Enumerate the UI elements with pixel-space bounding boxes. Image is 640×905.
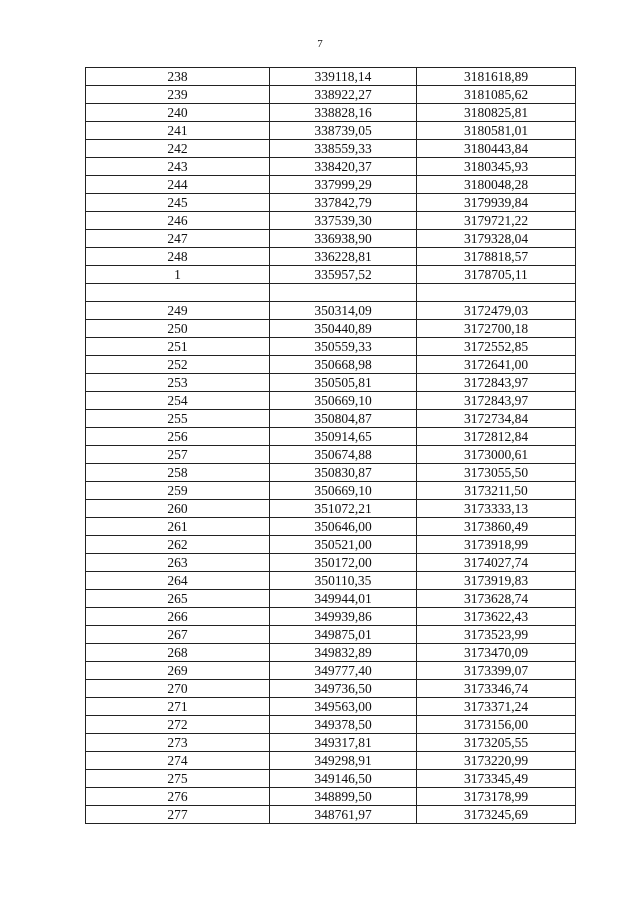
point-number-cell: 240 bbox=[86, 104, 270, 122]
y-coordinate-cell: 3173919,83 bbox=[417, 572, 576, 590]
y-coordinate-cell: 3173470,09 bbox=[417, 644, 576, 662]
y-coordinate-cell: 3172843,97 bbox=[417, 374, 576, 392]
x-coordinate-cell: 335957,52 bbox=[270, 266, 417, 284]
point-number-cell: 270 bbox=[86, 680, 270, 698]
x-coordinate-cell: 349298,91 bbox=[270, 752, 417, 770]
y-coordinate-cell: 3174027,74 bbox=[417, 554, 576, 572]
x-coordinate-cell: 337842,79 bbox=[270, 194, 417, 212]
point-number-cell: 239 bbox=[86, 86, 270, 104]
table-row bbox=[86, 428, 576, 446]
x-coordinate-cell: 349563,00 bbox=[270, 698, 417, 716]
table-row bbox=[86, 230, 576, 248]
table-row bbox=[86, 266, 576, 284]
point-number-cell: 265 bbox=[86, 590, 270, 608]
table-row bbox=[86, 410, 576, 428]
x-coordinate-cell: 349378,50 bbox=[270, 716, 417, 734]
point-number-cell: 242 bbox=[86, 140, 270, 158]
x-coordinate-cell: 338922,27 bbox=[270, 86, 417, 104]
point-number-cell: 251 bbox=[86, 338, 270, 356]
table-row bbox=[86, 590, 576, 608]
x-coordinate-cell: 349944,01 bbox=[270, 590, 417, 608]
point-number-cell: 1 bbox=[86, 266, 270, 284]
y-coordinate-cell: 3173860,49 bbox=[417, 518, 576, 536]
y-coordinate-cell: 3172641,00 bbox=[417, 356, 576, 374]
table-row bbox=[86, 626, 576, 644]
table-row bbox=[86, 716, 576, 734]
y-coordinate-cell: 3172479,03 bbox=[417, 302, 576, 320]
table-row bbox=[86, 284, 576, 302]
y-coordinate-cell: 3173523,99 bbox=[417, 626, 576, 644]
x-coordinate-cell: 350646,00 bbox=[270, 518, 417, 536]
x-coordinate-cell: 349875,01 bbox=[270, 626, 417, 644]
x-coordinate-cell: 338739,05 bbox=[270, 122, 417, 140]
x-coordinate-cell: 337539,30 bbox=[270, 212, 417, 230]
y-coordinate-cell: 3179328,04 bbox=[417, 230, 576, 248]
x-coordinate-cell: 349939,86 bbox=[270, 608, 417, 626]
point-number-cell: 249 bbox=[86, 302, 270, 320]
point-number-cell: 267 bbox=[86, 626, 270, 644]
x-coordinate-cell: 336938,90 bbox=[270, 230, 417, 248]
x-coordinate-cell: 350559,33 bbox=[270, 338, 417, 356]
y-coordinate-cell: 3173220,99 bbox=[417, 752, 576, 770]
table-row bbox=[86, 770, 576, 788]
point-number-cell: 273 bbox=[86, 734, 270, 752]
y-coordinate-cell: 3173628,74 bbox=[417, 590, 576, 608]
y-coordinate-cell: 3173371,24 bbox=[417, 698, 576, 716]
y-coordinate-cell: 3178818,57 bbox=[417, 248, 576, 266]
table-row bbox=[86, 680, 576, 698]
point-number-cell: 258 bbox=[86, 464, 270, 482]
y-coordinate-cell: 3173055,50 bbox=[417, 464, 576, 482]
y-coordinate-cell: 3181085,62 bbox=[417, 86, 576, 104]
point-number-cell: 238 bbox=[86, 68, 270, 86]
y-coordinate-cell: 3179939,84 bbox=[417, 194, 576, 212]
point-number-cell: 255 bbox=[86, 410, 270, 428]
table-row bbox=[86, 572, 576, 590]
y-coordinate-cell: 3173622,43 bbox=[417, 608, 576, 626]
y-coordinate-cell: 3173205,55 bbox=[417, 734, 576, 752]
table-row bbox=[86, 212, 576, 230]
y-coordinate-cell: 3179721,22 bbox=[417, 212, 576, 230]
point-number-cell: 254 bbox=[86, 392, 270, 410]
point-number-cell: 253 bbox=[86, 374, 270, 392]
table-row bbox=[86, 698, 576, 716]
coordinates-table-body bbox=[86, 68, 576, 824]
y-coordinate-cell: 3180048,28 bbox=[417, 176, 576, 194]
point-number-cell bbox=[86, 284, 270, 302]
point-number-cell: 271 bbox=[86, 698, 270, 716]
x-coordinate-cell: 350110,35 bbox=[270, 572, 417, 590]
x-coordinate-cell: 350674,88 bbox=[270, 446, 417, 464]
x-coordinate-cell: 336228,81 bbox=[270, 248, 417, 266]
point-number-cell: 259 bbox=[86, 482, 270, 500]
table-row bbox=[86, 158, 576, 176]
table-row bbox=[86, 356, 576, 374]
table-row bbox=[86, 446, 576, 464]
y-coordinate-cell: 3172843,97 bbox=[417, 392, 576, 410]
x-coordinate-cell: 350505,81 bbox=[270, 374, 417, 392]
x-coordinate-cell: 350830,87 bbox=[270, 464, 417, 482]
y-coordinate-cell: 3172734,84 bbox=[417, 410, 576, 428]
point-number-cell: 244 bbox=[86, 176, 270, 194]
y-coordinate-cell: 3172812,84 bbox=[417, 428, 576, 446]
y-coordinate-cell: 3178705,11 bbox=[417, 266, 576, 284]
table-row bbox=[86, 86, 576, 104]
point-number-cell: 262 bbox=[86, 536, 270, 554]
x-coordinate-cell: 350669,10 bbox=[270, 392, 417, 410]
table-row bbox=[86, 644, 576, 662]
point-number-cell: 261 bbox=[86, 518, 270, 536]
table-row bbox=[86, 374, 576, 392]
x-coordinate-cell: 351072,21 bbox=[270, 500, 417, 518]
x-coordinate-cell: 349736,50 bbox=[270, 680, 417, 698]
x-coordinate-cell bbox=[270, 284, 417, 302]
y-coordinate-cell: 3172552,85 bbox=[417, 338, 576, 356]
point-number-cell: 257 bbox=[86, 446, 270, 464]
y-coordinate-cell: 3180825,81 bbox=[417, 104, 576, 122]
y-coordinate-cell: 3173399,07 bbox=[417, 662, 576, 680]
point-number-cell: 252 bbox=[86, 356, 270, 374]
table-row bbox=[86, 320, 576, 338]
y-coordinate-cell: 3173245,69 bbox=[417, 806, 576, 824]
x-coordinate-cell: 350521,00 bbox=[270, 536, 417, 554]
point-number-cell: 256 bbox=[86, 428, 270, 446]
point-number-cell: 264 bbox=[86, 572, 270, 590]
x-coordinate-cell: 348761,97 bbox=[270, 806, 417, 824]
point-number-cell: 250 bbox=[86, 320, 270, 338]
table-row bbox=[86, 176, 576, 194]
x-coordinate-cell: 349777,40 bbox=[270, 662, 417, 680]
y-coordinate-cell: 3173345,49 bbox=[417, 770, 576, 788]
x-coordinate-cell: 349146,50 bbox=[270, 770, 417, 788]
y-coordinate-cell: 3173333,13 bbox=[417, 500, 576, 518]
x-coordinate-cell: 349832,89 bbox=[270, 644, 417, 662]
y-coordinate-cell: 3181618,89 bbox=[417, 68, 576, 86]
x-coordinate-cell: 350914,65 bbox=[270, 428, 417, 446]
point-number-cell: 266 bbox=[86, 608, 270, 626]
table-row bbox=[86, 806, 576, 824]
table-row bbox=[86, 302, 576, 320]
point-number-cell: 272 bbox=[86, 716, 270, 734]
y-coordinate-cell: 3173918,99 bbox=[417, 536, 576, 554]
table-row bbox=[86, 536, 576, 554]
y-coordinate-cell: 3173178,99 bbox=[417, 788, 576, 806]
y-coordinate-cell: 3172700,18 bbox=[417, 320, 576, 338]
point-number-cell: 276 bbox=[86, 788, 270, 806]
x-coordinate-cell: 350314,09 bbox=[270, 302, 417, 320]
x-coordinate-cell: 350669,10 bbox=[270, 482, 417, 500]
table-row bbox=[86, 662, 576, 680]
coordinates-table bbox=[85, 67, 576, 824]
table-row bbox=[86, 194, 576, 212]
x-coordinate-cell: 348899,50 bbox=[270, 788, 417, 806]
point-number-cell: 260 bbox=[86, 500, 270, 518]
y-coordinate-cell: 3173211,50 bbox=[417, 482, 576, 500]
point-number-cell: 247 bbox=[86, 230, 270, 248]
y-coordinate-cell bbox=[417, 284, 576, 302]
y-coordinate-cell: 3173156,00 bbox=[417, 716, 576, 734]
point-number-cell: 243 bbox=[86, 158, 270, 176]
table-row bbox=[86, 518, 576, 536]
table-row bbox=[86, 482, 576, 500]
table-row bbox=[86, 788, 576, 806]
x-coordinate-cell: 350804,87 bbox=[270, 410, 417, 428]
table-row bbox=[86, 68, 576, 86]
page-number: 7 bbox=[317, 38, 323, 50]
point-number-cell: 248 bbox=[86, 248, 270, 266]
table-row bbox=[86, 392, 576, 410]
table-row bbox=[86, 734, 576, 752]
x-coordinate-cell: 338420,37 bbox=[270, 158, 417, 176]
x-coordinate-cell: 339118,14 bbox=[270, 68, 417, 86]
y-coordinate-cell: 3173000,61 bbox=[417, 446, 576, 464]
point-number-cell: 246 bbox=[86, 212, 270, 230]
table-row bbox=[86, 752, 576, 770]
table-row bbox=[86, 500, 576, 518]
point-number-cell: 274 bbox=[86, 752, 270, 770]
y-coordinate-cell: 3180443,84 bbox=[417, 140, 576, 158]
x-coordinate-cell: 337999,29 bbox=[270, 176, 417, 194]
x-coordinate-cell: 349317,81 bbox=[270, 734, 417, 752]
table-row bbox=[86, 554, 576, 572]
y-coordinate-cell: 3180581,01 bbox=[417, 122, 576, 140]
table-row bbox=[86, 464, 576, 482]
table-row bbox=[86, 140, 576, 158]
x-coordinate-cell: 338828,16 bbox=[270, 104, 417, 122]
x-coordinate-cell: 350172,00 bbox=[270, 554, 417, 572]
point-number-cell: 263 bbox=[86, 554, 270, 572]
point-number-cell: 275 bbox=[86, 770, 270, 788]
table-row bbox=[86, 338, 576, 356]
point-number-cell: 241 bbox=[86, 122, 270, 140]
y-coordinate-cell: 3180345,93 bbox=[417, 158, 576, 176]
table-row bbox=[86, 248, 576, 266]
point-number-cell: 245 bbox=[86, 194, 270, 212]
y-coordinate-cell: 3173346,74 bbox=[417, 680, 576, 698]
x-coordinate-cell: 338559,33 bbox=[270, 140, 417, 158]
x-coordinate-cell: 350440,89 bbox=[270, 320, 417, 338]
table-row bbox=[86, 104, 576, 122]
point-number-cell: 268 bbox=[86, 644, 270, 662]
table-row bbox=[86, 122, 576, 140]
x-coordinate-cell: 350668,98 bbox=[270, 356, 417, 374]
point-number-cell: 277 bbox=[86, 806, 270, 824]
table-row bbox=[86, 608, 576, 626]
point-number-cell: 269 bbox=[86, 662, 270, 680]
